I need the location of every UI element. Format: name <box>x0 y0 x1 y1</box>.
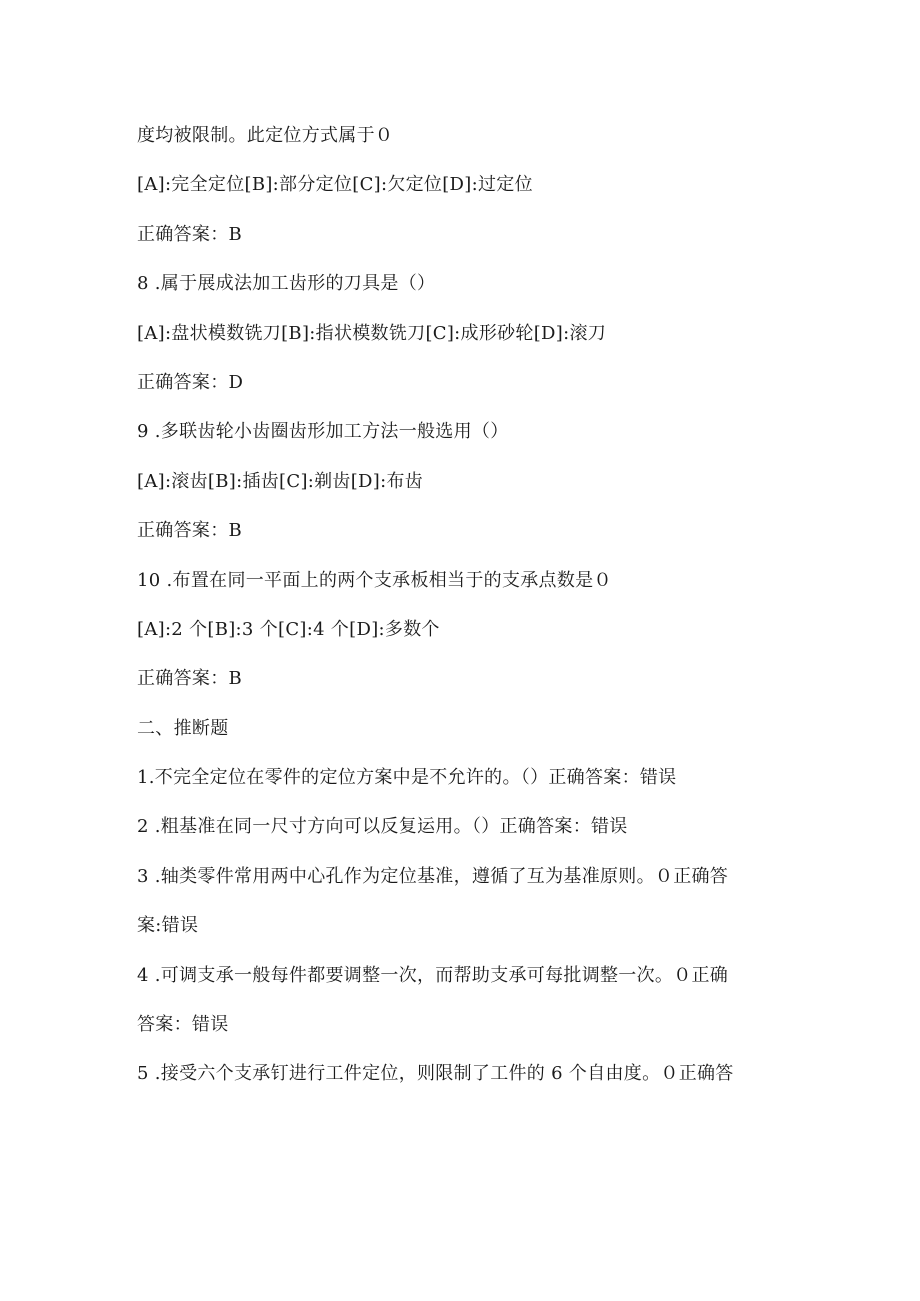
question-8-answer: 正确答案：D <box>137 371 244 393</box>
question-8-options: [A]:盘状模数铣刀[B]:指状模数铣刀[C]:成形砂轮[D]:滚刀 <box>137 322 607 344</box>
question-7-stem-continuation: 度均被限制。此定位方式属于０ <box>137 125 394 146</box>
judgment-4: 4 .可调支承一般每件都要调整一次，而帮助支承可每批调整一次。０正确 <box>137 964 729 986</box>
question-9-answer: 正确答案：B <box>137 520 243 542</box>
judgment-2: 2 .粗基准在同一尺寸方向可以反复运用。（）正确答案：错误 <box>137 816 628 838</box>
question-10-options: [A]:2 个[B]:3 个[C]:4 个[D]:多数个 <box>137 618 440 640</box>
question-7-options: [A]:完全定位[B]:部分定位[C]:欠定位[D]:过定位 <box>137 174 533 196</box>
section-heading-judgment: 二、推断题 <box>137 717 229 739</box>
question-7-answer: 正确答案：B <box>137 223 243 245</box>
question-10-answer: 正确答案：B <box>137 668 243 690</box>
judgment-3: 3 .轴类零件常用两中心孔作为定位基准，遵循了互为基准原则。０正确答 <box>137 865 729 887</box>
judgment-1: 1.不完全定位在零件的定位方案中是不允许的。（）正确答案：错误 <box>137 767 677 789</box>
judgment-3-continuation: 案:错误 <box>137 915 199 937</box>
judgment-5: 5 .接受六个支承钉进行工件定位，则限制了工件的 6 个自由度。０正确答 <box>137 1063 734 1085</box>
question-10-stem: 10 .布置在同一平面上的两个支承板相当于的支承点数是０ <box>137 569 612 591</box>
question-9-stem: 9 .多联齿轮小齿圈齿形加工方法一般选用（） <box>137 421 509 443</box>
question-9-options: [A]:滚齿[B]:插齿[C]:剃齿[D]:布齿 <box>137 470 424 492</box>
document-body <box>137 111 797 1099</box>
judgment-4-continuation: 答案：错误 <box>137 1014 229 1036</box>
question-8-stem: 8 .属于展成法加工齿形的刀具是（） <box>137 273 436 295</box>
